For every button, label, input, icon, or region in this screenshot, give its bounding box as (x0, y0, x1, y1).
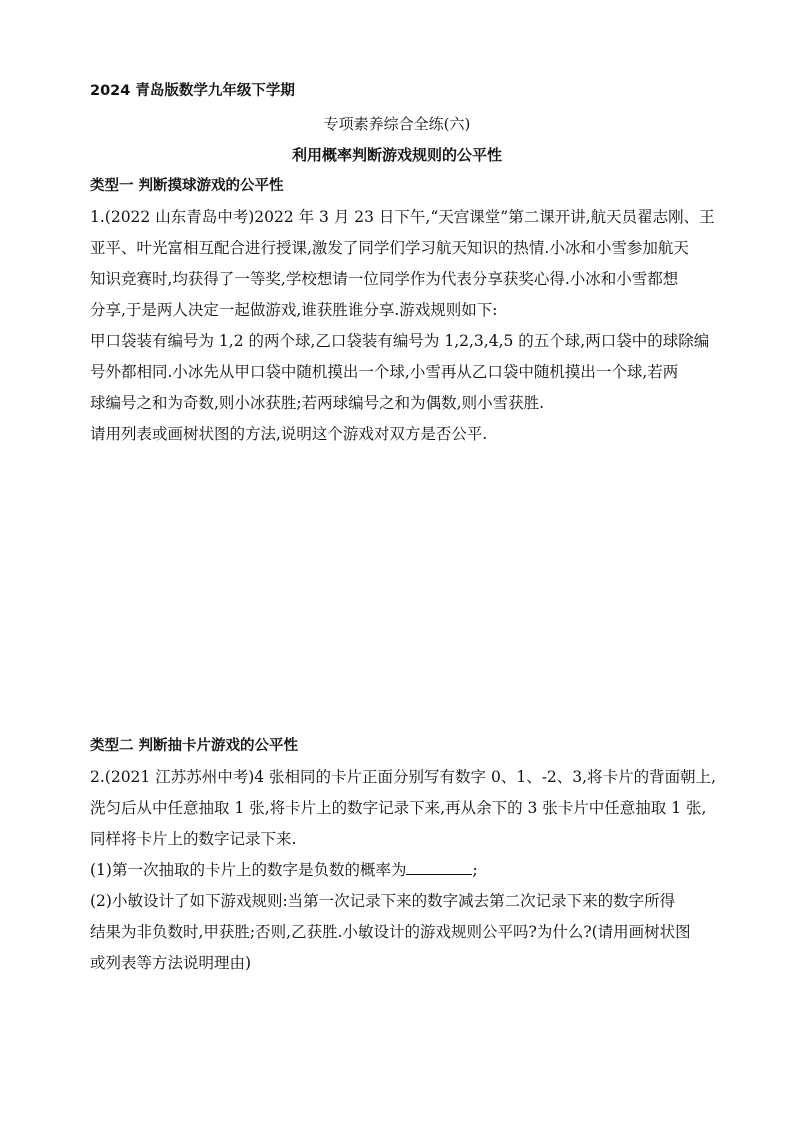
question-2-part-1-text: (1)第一次抽取的卡片上的数字是负数的概率为 (90, 861, 407, 879)
question-2-line: 同样将卡片上的数字记录下来. (90, 830, 297, 848)
question-2-part-2-line: (2)小敏设计了如下游戏规则:当第一次记录下来的数字减去第二次记录下来的数字所得 (90, 892, 676, 910)
subtitle-topic: 利用概率判断游戏规则的公平性 (291, 146, 502, 164)
question-2-line: 2.(2021 江苏苏州中考)4 张相同的卡片正面分别写有数字 0、1、-2、3,将卡片的背面朝上, (90, 768, 717, 786)
question-2-line: 洗匀后从中任意抽取 1 张,将卡片上的数字记录下来,再从余下的 3 张卡片中任意抽取 1 张, (90, 799, 707, 817)
question-1-line: 分享,于是两人决定一起做游戏,谁获胜谁分享.游戏规则如下: (90, 301, 498, 319)
question-2-part-1 (90, 859, 720, 881)
question-1-line: 亚平、叶光富相互配合进行授课,激发了同学们学习航天知识的热情.小冰和小雪参加航天 (90, 239, 689, 257)
question-1-line: 球编号之和为奇数,则小冰获胜;若两球编号之和为偶数,则小雪获胜. (90, 394, 545, 412)
section-2-heading: 类型二 判断抽卡片游戏的公平性 (90, 738, 299, 754)
question-2-part-1-end: ; (472, 861, 478, 879)
question-2-part-2-line: 结果为非负数时,甲获胜;否则,乙获胜.小敏设计的游戏规则公平吗?为什么?(请用画树状图 (90, 923, 691, 941)
question-1-line: 请用列表或画树状图的方法,说明这个游戏对双方是否公平. (90, 425, 488, 443)
subtitle-series: 专项素养综合全练(六) (323, 115, 471, 133)
document-title: 2024 青岛版数学九年级下学期 (90, 83, 295, 99)
question-1-line: 知识竞赛时,均获得了一等奖,学校想请一位同学作为代表分享获奖心得.小冰和小雪都想 (90, 270, 679, 288)
question-1-line: 甲口袋装有编号为 1,2 的两个球,乙口袋装有编号为 1,2,3,4,5 的五个球,两口袋中的球除编 (90, 332, 710, 350)
question-1-line: 号外都相同.小冰先从甲口袋中随机摸出一个球,小雪再从乙口袋中随机摸出一个球,若两 (90, 363, 679, 381)
question-1-line: 1.(2022 山东青岛中考)2022 年 3 月 23 日下午,“天宫课堂”第二课开讲,航天员翟志刚、王 (90, 208, 715, 226)
answer-blank[interactable] (406, 859, 472, 875)
question-2-part-2-line: 或列表等方法说明理由) (90, 954, 252, 972)
section-1-heading: 类型一 判断摸球游戏的公平性 (90, 178, 284, 194)
